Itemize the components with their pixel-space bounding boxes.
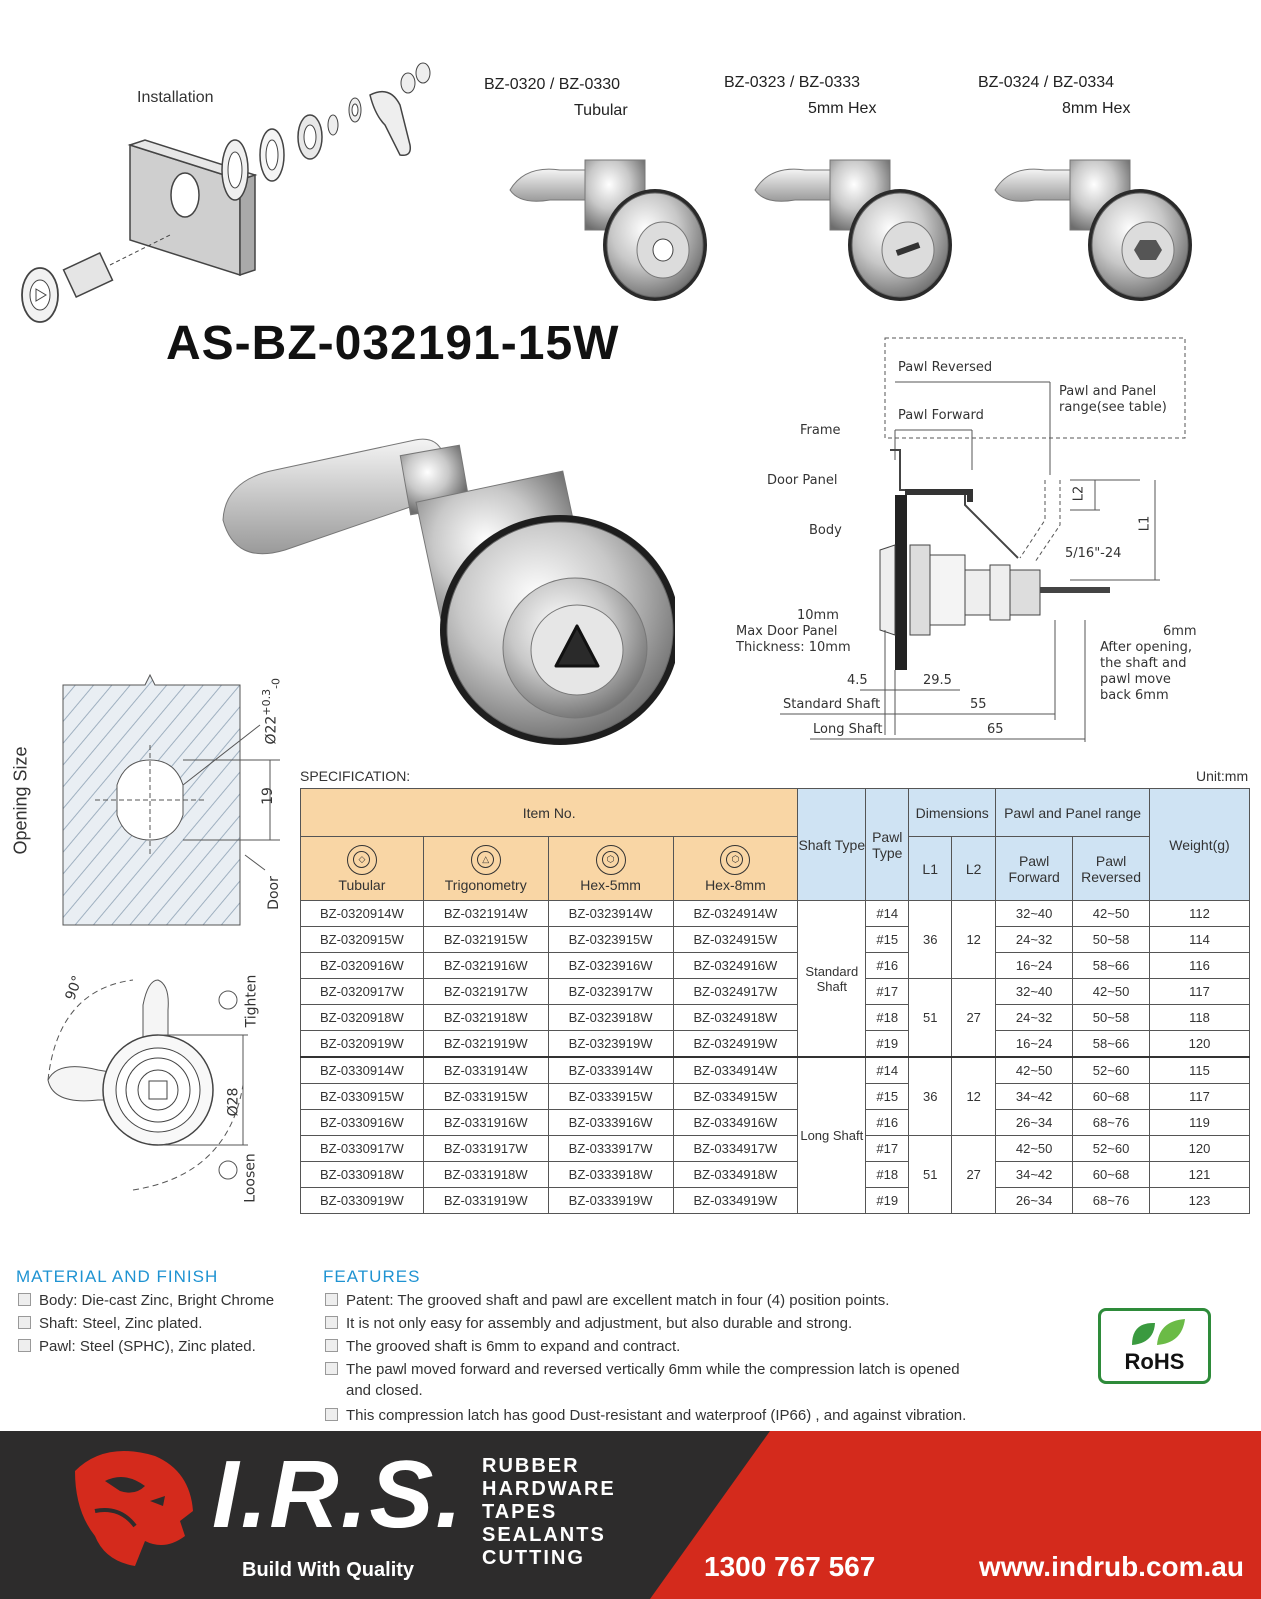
pawl-type-cell: #17 — [866, 979, 909, 1005]
table-row — [301, 1188, 1250, 1214]
weight-cell: 119 — [1150, 1110, 1250, 1136]
pawl-reversed-cell: 60~68 — [1073, 1162, 1150, 1188]
lion-logo-icon — [65, 1441, 200, 1576]
feature-item: Patent: The grooved shaft and pawl are excellent match in four (4) position points. — [325, 1292, 889, 1309]
weight-header: Weight(g) — [1150, 789, 1250, 901]
l1-cell: 51 — [909, 979, 952, 1058]
table-row — [301, 1136, 1250, 1162]
opening-tol-plus: +0.3 — [260, 688, 274, 716]
feature-item: The pawl moved forward and reversed vertically 6mm while the compression latch is opened — [325, 1361, 960, 1378]
hex5-key-icon: ⬡ — [596, 845, 626, 875]
specification-table — [300, 788, 1250, 1214]
hex8-item-cell: BZ-0324914W — [673, 901, 798, 927]
spec-title: SPECIFICATION: — [300, 768, 411, 784]
brand-tagline: Build With Quality — [242, 1559, 415, 1581]
service-item: HARDWARE — [482, 1478, 616, 1500]
product-1-type: Tubular — [574, 102, 628, 119]
hex8-item-cell: BZ-0324918W — [673, 1005, 798, 1031]
loosen-label: Loosen — [242, 1153, 259, 1203]
pawl-forward-cell: 42~50 — [996, 1136, 1073, 1162]
trig-col-header — [423, 837, 548, 901]
table-row — [301, 1084, 1250, 1110]
pawl-type-cell: #16 — [866, 953, 909, 979]
pawl-type-cell: #14 — [866, 901, 909, 927]
pawl-forward-cell: 34~42 — [996, 1162, 1073, 1188]
weight-cell: 115 — [1150, 1057, 1250, 1084]
l2-cell: 27 — [952, 979, 996, 1058]
feature-item-continued: and closed. — [346, 1382, 423, 1399]
hex8-col-header — [673, 837, 798, 901]
max-panel-label-2: Max Door Panel — [736, 624, 838, 639]
hex5-item-cell: BZ-0323918W — [548, 1005, 673, 1031]
pawl-forward-cell: 16~24 — [996, 953, 1073, 979]
tubular-item-cell: BZ-0330915W — [301, 1084, 424, 1110]
weight-cell: 117 — [1150, 1084, 1250, 1110]
thread-label: 5/16"-24 — [1065, 546, 1122, 561]
pawl-forward-cell: 16~24 — [996, 1031, 1073, 1058]
installation-label: Installation — [137, 89, 214, 106]
hex5-item-cell: BZ-0333914W — [548, 1057, 673, 1084]
hex5-item-cell: BZ-0333918W — [548, 1162, 673, 1188]
triangle-key-icon: △ — [471, 845, 501, 875]
pawl-reversed-cell: 52~60 — [1073, 1136, 1150, 1162]
l2-cell: 27 — [952, 1136, 996, 1214]
hex5-item-cell: BZ-0323916W — [548, 953, 673, 979]
hex8-item-cell: BZ-0334917W — [673, 1136, 798, 1162]
pawl-reversed-cell: 42~50 — [1073, 979, 1150, 1005]
pawl-forward-cell: 32~40 — [996, 979, 1073, 1005]
shaft-type-cell: Standard Shaft — [798, 901, 866, 1058]
after-opening-4: back 6mm — [1100, 688, 1169, 703]
l1-header: L1 — [909, 837, 952, 901]
pawl-type-cell: #15 — [866, 1084, 909, 1110]
range-header: Pawl and Panel range — [996, 789, 1150, 837]
table-row — [301, 901, 1250, 927]
frame-label: Frame — [800, 423, 841, 438]
product-1-code: BZ-0320 / BZ-0330 — [484, 76, 621, 93]
tubular-item-cell: BZ-0330917W — [301, 1136, 424, 1162]
pawl-forward-cell: 24~32 — [996, 1005, 1073, 1031]
six-mm-label: 6mm — [1163, 624, 1197, 639]
pawl-type-cell: #16 — [866, 1110, 909, 1136]
hex5-col-label: Hex-5mm — [580, 876, 641, 893]
tubular-item-cell: BZ-0320916W — [301, 953, 424, 979]
trig-item-cell: BZ-0331918W — [423, 1162, 548, 1188]
opening-diameter-value: Ø22 — [263, 715, 280, 745]
part-number: AS-BZ-032191-15W — [166, 317, 620, 370]
material-title: MATERIAL AND FINISH — [16, 1267, 219, 1286]
material-item: Body: Die-cast Zinc, Bright Chrome — [18, 1292, 274, 1309]
weight-cell: 116 — [1150, 953, 1250, 979]
hex8-item-cell: BZ-0334915W — [673, 1084, 798, 1110]
after-opening-1: After opening, — [1100, 640, 1193, 655]
table-row — [301, 1031, 1250, 1058]
pawl-forward-cell: 26~34 — [996, 1110, 1073, 1136]
pawl-type-cell: #18 — [866, 1162, 909, 1188]
l2-cell: 12 — [952, 1057, 996, 1136]
pawl-reversed-cell: 50~58 — [1073, 927, 1150, 953]
rotation-angle: 90° — [62, 973, 87, 1003]
hex8-item-cell: BZ-0334919W — [673, 1188, 798, 1214]
pawl-forward-cell: 32~40 — [996, 901, 1073, 927]
trig-item-cell: BZ-0321914W — [423, 901, 548, 927]
door-panel-label: Door Panel — [767, 473, 838, 488]
hex5-item-cell: BZ-0333916W — [548, 1110, 673, 1136]
features-title: FEATURES — [323, 1267, 421, 1286]
door-label: Door — [265, 876, 282, 910]
hex5-item-cell: BZ-0323919W — [548, 1031, 673, 1058]
tubular-item-cell: BZ-0320918W — [301, 1005, 424, 1031]
l1-cell: 51 — [909, 1136, 952, 1214]
spec-body — [301, 901, 1250, 1214]
product-photos — [505, 140, 1225, 310]
l2-cell: 12 — [952, 901, 996, 979]
spec-unit: Unit:mm — [1196, 768, 1249, 784]
pawl-type-cell: #19 — [866, 1188, 909, 1214]
body-label: Body — [809, 523, 842, 538]
pawl-reversed-cell: 58~66 — [1073, 953, 1150, 979]
website-link[interactable]: www.indrub.com.au — [979, 1551, 1244, 1582]
weight-cell: 121 — [1150, 1162, 1250, 1188]
trig-item-cell: BZ-0331914W — [423, 1057, 548, 1084]
weight-cell: 112 — [1150, 901, 1250, 927]
table-row — [301, 927, 1250, 953]
service-item: RUBBER — [482, 1455, 580, 1477]
brand-name: I.R.S. — [212, 1441, 465, 1548]
tubular-item-cell: BZ-0320915W — [301, 927, 424, 953]
weight-cell: 114 — [1150, 927, 1250, 953]
hex8-item-cell: BZ-0324916W — [673, 953, 798, 979]
tubular-item-cell: BZ-0320914W — [301, 901, 424, 927]
tubular-col-header — [301, 837, 424, 901]
hex8-item-cell: BZ-0324915W — [673, 927, 798, 953]
opening-tol-minus: -0 — [269, 677, 283, 689]
pawl-type-cell: #19 — [866, 1031, 909, 1058]
pawl-forward-cell: 24~32 — [996, 927, 1073, 953]
tubular-col-label: Tubular — [338, 876, 386, 893]
product-3-type: 8mm Hex — [1062, 100, 1131, 117]
pawl-type-header: Pawl Type — [866, 789, 909, 901]
shaft-type-header: Shaft Type — [798, 789, 866, 901]
pawl-reversed-cell: 52~60 — [1073, 1057, 1150, 1084]
footer — [0, 1431, 1261, 1599]
services-list — [482, 1455, 616, 1570]
trig-item-cell: BZ-0321915W — [423, 927, 548, 953]
hex8-item-cell: BZ-0324919W — [673, 1031, 798, 1058]
hex5-col-header — [548, 837, 673, 901]
hex5-item-cell: BZ-0333917W — [548, 1136, 673, 1162]
product-2-type: 5mm Hex — [808, 100, 877, 117]
l1-cell: 36 — [909, 1057, 952, 1136]
pawl-type-cell: #18 — [866, 1005, 909, 1031]
service-item: SEALANTS — [482, 1524, 606, 1546]
hex5-item-cell: BZ-0333919W — [548, 1188, 673, 1214]
hex8-item-cell: BZ-0324917W — [673, 979, 798, 1005]
max-panel-label-3: Thickness: 10mm — [736, 640, 851, 655]
phone-number[interactable]: 1300 767 567 — [704, 1551, 876, 1582]
leaf-icon — [1127, 1317, 1187, 1347]
table-row — [301, 1110, 1250, 1136]
hex8-item-cell: BZ-0334914W — [673, 1057, 798, 1084]
feature-item: The grooved shaft is 6mm to expand and contract. — [325, 1338, 680, 1355]
trig-item-cell: BZ-0321918W — [423, 1005, 548, 1031]
opening-flat-dim: 19 — [259, 787, 276, 805]
tubular-item-cell: BZ-0330919W — [301, 1188, 424, 1214]
trig-item-cell: BZ-0321916W — [423, 953, 548, 979]
dim-65: 65 — [987, 722, 1004, 737]
pawl-reversed-cell: 68~76 — [1073, 1188, 1150, 1214]
hex8-item-cell: BZ-0334918W — [673, 1162, 798, 1188]
pawl-forward-label: Pawl Forward — [898, 408, 984, 423]
product-2-code: BZ-0323 / BZ-0333 — [724, 74, 861, 91]
weight-cell: 120 — [1150, 1031, 1250, 1058]
shaft-type-cell: Long Shaft — [798, 1057, 866, 1214]
l2-header: L2 — [952, 837, 996, 901]
hex5-item-cell: BZ-0333915W — [548, 1084, 673, 1110]
weight-cell: 123 — [1150, 1188, 1250, 1214]
pawl-reversed-cell: 42~50 — [1073, 901, 1150, 927]
pawl-reversed-cell: 60~68 — [1073, 1084, 1150, 1110]
pawl-panel-range-label-2: range(see table) — [1059, 400, 1167, 415]
table-row — [301, 1162, 1250, 1188]
l1-label: L1 — [1137, 515, 1153, 532]
tighten-label: Tighten — [243, 974, 260, 1028]
pawl-type-cell: #15 — [866, 927, 909, 953]
item-no-header: Item No. — [301, 789, 798, 837]
max-panel-label-1: 10mm — [797, 608, 839, 623]
feature-item: It is not only easy for assembly and adjustment, but also durable and strong. — [325, 1315, 852, 1332]
dimensions-header: Dimensions — [909, 789, 996, 837]
standard-shaft-dim-label: Standard Shaft — [783, 697, 881, 712]
trig-item-cell: BZ-0331919W — [423, 1188, 548, 1214]
dim-29-5: 29.5 — [923, 673, 952, 688]
product-3-code: BZ-0324 / BZ-0334 — [978, 74, 1115, 91]
weight-cell: 117 — [1150, 979, 1250, 1005]
service-item: TAPES — [482, 1501, 558, 1523]
weight-cell: 120 — [1150, 1136, 1250, 1162]
pawl-type-cell: #17 — [866, 1136, 909, 1162]
rohs-label: RoHS — [1124, 1349, 1185, 1374]
pawl-forward-cell: 26~34 — [996, 1188, 1073, 1214]
tubular-item-cell: BZ-0330916W — [301, 1110, 424, 1136]
after-opening-2: the shaft and — [1100, 656, 1187, 671]
trig-col-label: Trigonometry — [444, 876, 527, 893]
hex5-item-cell: BZ-0323917W — [548, 979, 673, 1005]
feature-item: This compression latch has good Dust-resistant and waterproof (IP66) , and against vibration. — [325, 1407, 966, 1424]
table-row — [301, 1005, 1250, 1031]
rohs-badge — [1098, 1308, 1211, 1384]
trig-item-cell: BZ-0331916W — [423, 1110, 548, 1136]
hex8-item-cell: BZ-0334916W — [673, 1110, 798, 1136]
tubular-item-cell: BZ-0320919W — [301, 1031, 424, 1058]
rotation-diameter: Ø28 — [225, 1087, 242, 1117]
tubular-item-cell: BZ-0330914W — [301, 1057, 424, 1084]
long-shaft-dim-label: Long Shaft — [813, 722, 883, 737]
tubular-item-cell: BZ-0330918W — [301, 1162, 424, 1188]
table-row — [301, 979, 1250, 1005]
tubular-key-icon: ◇ — [347, 845, 377, 875]
dim-4-5: 4.5 — [847, 673, 868, 688]
opening-size-title: Opening Size — [10, 746, 31, 855]
material-item: Pawl: Steel (SPHC), Zinc plated. — [18, 1338, 256, 1355]
pawl-reversed-cell: 68~76 — [1073, 1110, 1150, 1136]
material-item: Shaft: Steel, Zinc plated. — [18, 1315, 202, 1332]
l2-label: L2 — [1071, 485, 1087, 502]
hex8-col-label: Hex-8mm — [705, 876, 766, 893]
hex8-key-icon: ⬡ — [720, 845, 750, 875]
after-opening-3: pawl move — [1100, 672, 1171, 687]
pawl-reversed-header: Pawl Reversed — [1073, 837, 1150, 901]
hex5-item-cell: BZ-0323914W — [548, 901, 673, 927]
pawl-panel-range-label: Pawl and Panel — [1059, 384, 1157, 399]
pawl-forward-cell: 34~42 — [996, 1084, 1073, 1110]
dim-55: 55 — [970, 697, 987, 712]
pawl-forward-header: Pawl Forward — [996, 837, 1073, 901]
installation-exploded-drawing — [10, 55, 450, 335]
tubular-item-cell: BZ-0320917W — [301, 979, 424, 1005]
l1-cell: 36 — [909, 901, 952, 979]
trig-item-cell: BZ-0321919W — [423, 1031, 548, 1058]
trig-item-cell: BZ-0321917W — [423, 979, 548, 1005]
pawl-reversed-cell: 50~58 — [1073, 1005, 1150, 1031]
pawl-reversed-label: Pawl Reversed — [898, 360, 993, 375]
pawl-forward-cell: 42~50 — [996, 1057, 1073, 1084]
table-row — [301, 953, 1250, 979]
trig-item-cell: BZ-0331917W — [423, 1136, 548, 1162]
trig-item-cell: BZ-0331915W — [423, 1084, 548, 1110]
pawl-reversed-cell: 58~66 — [1073, 1031, 1150, 1058]
weight-cell: 118 — [1150, 1005, 1250, 1031]
opening-diameter — [260, 678, 282, 745]
pawl-type-cell: #14 — [866, 1057, 909, 1084]
table-row — [301, 1057, 1250, 1084]
hex5-item-cell: BZ-0323915W — [548, 927, 673, 953]
service-item: CUTTING — [482, 1547, 585, 1569]
